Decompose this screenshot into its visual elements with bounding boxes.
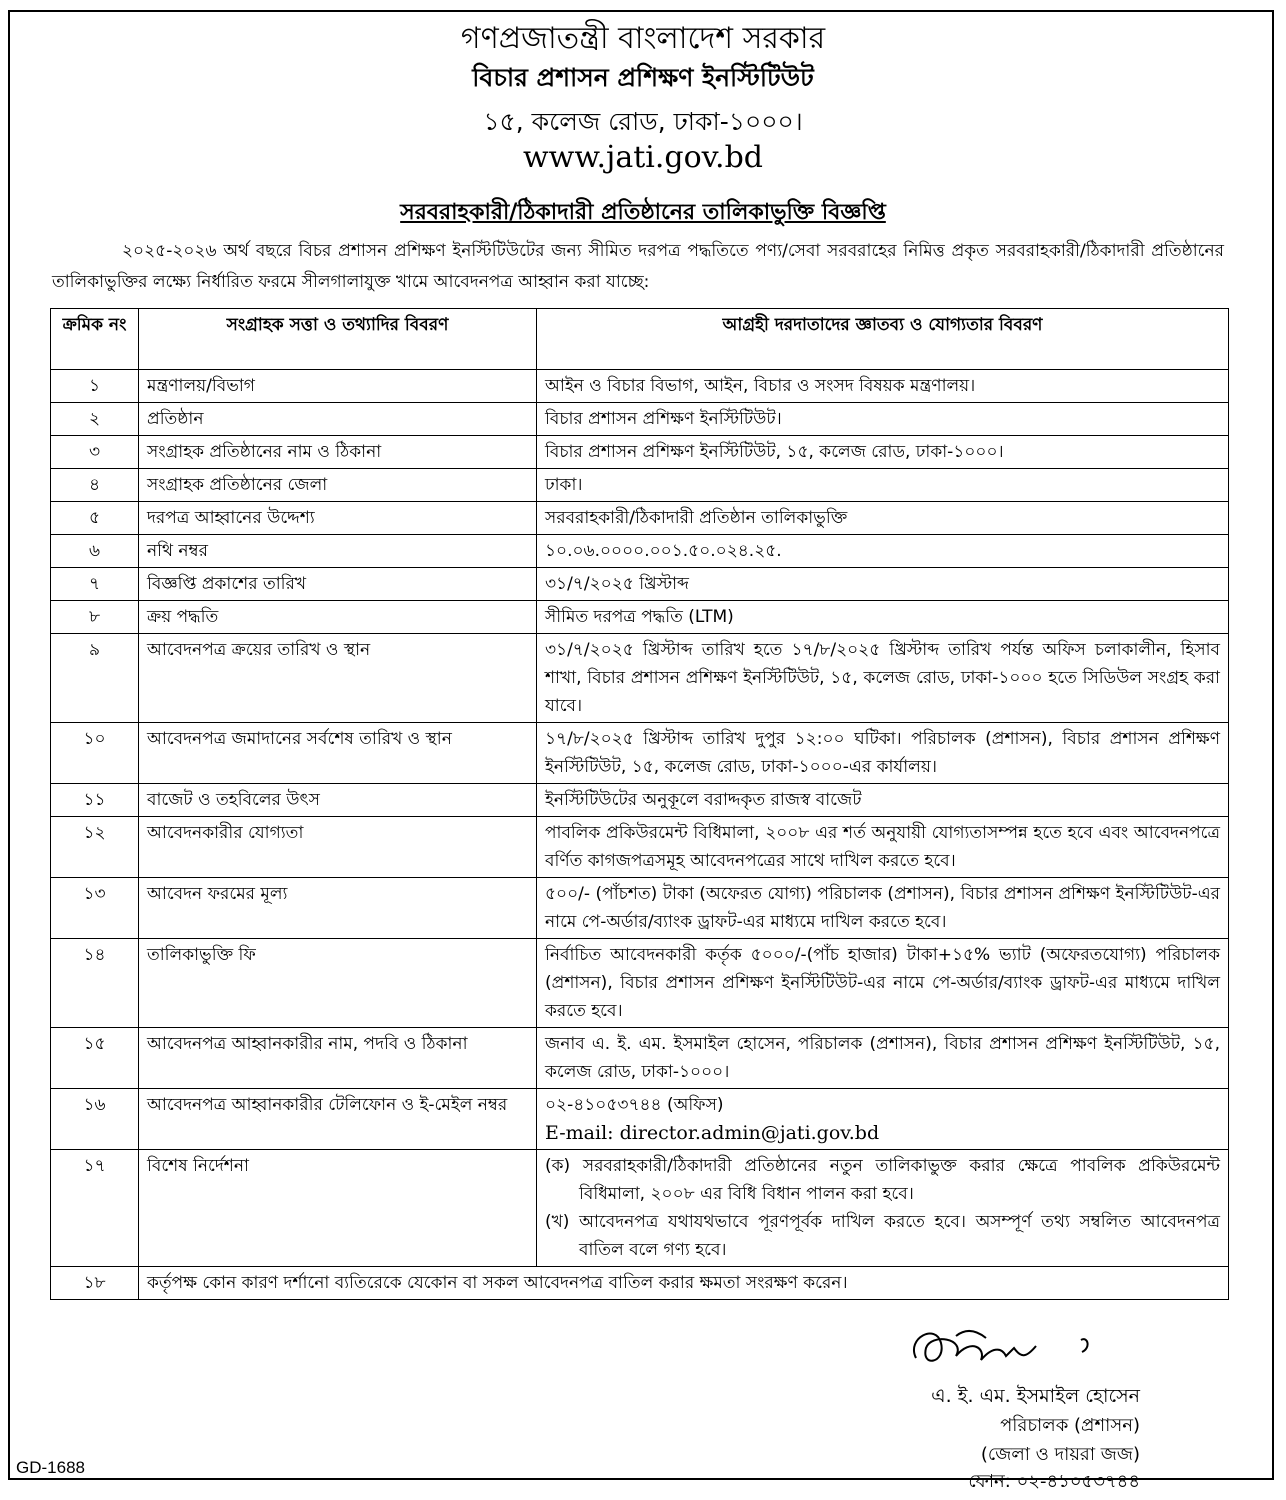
detail-cell: ঢাকা। xyxy=(537,469,1229,502)
item-cell: দরপত্র আহ্বানের উদ্দেশ্য xyxy=(139,502,537,535)
serial-cell: ৭ xyxy=(51,568,139,601)
serial-cell: ১৮ xyxy=(51,1267,139,1300)
intro-paragraph: ২০২৫-২০২৬ অর্থ বছরে বিচর প্রশাসন প্রশিক্ষণ ইনস্টিটিউটের জন্য সীমিত দরপত্র পদ্ধতিতে পণ্য/সেবা সরবরাহের নিমিত্ত প্রকৃত সরবরাহকারী/ঠিকাদারী প্রতিষ্ঠানের তালিকাভুক্তির লক্ষ্যে নির্ধারিত ফরমে সীলগালাযুক্ত খামে আবেদনপত্র আহ্বান করা যাচ্ছে: xyxy=(52,241,1224,292)
col-detail-header: আগ্রহী দরদাতাদের জ্ঞাতব্য ও যোগ্যতার বিবরণ xyxy=(537,309,1229,370)
item-cell: বাজেট ও তহবিলের উৎস xyxy=(139,784,537,817)
signatory-rank: (জেলা ও দায়রা জজ) xyxy=(980,1444,1140,1465)
detail-cell: বিচার প্রশাসন প্রশিক্ষণ ইনস্টিটিউট। xyxy=(537,403,1229,436)
detail-cell: নির্বাচিত আবেদনকারী কর্তৃক ৫০০০/-(পাঁচ হাজার) টাকা+১৫% ভ্যাট (অফেরতযোগ্য) পরিচালক (প্রশাসন), বিচার প্রশাসন প্রশিক্ষণ ইনস্টিটিউট-এর নামে পে-অর্ডার/ব্যাংক ড্রাফট-এর মাধ্যমে দাখিল করতে হবে। xyxy=(537,939,1229,1028)
signatory-phone: ফোন: ০২-৪১০৫৩৭৪৪ xyxy=(968,1471,1140,1492)
serial-cell: ১৩ xyxy=(51,878,139,939)
table-row xyxy=(51,436,1229,469)
detail-cell xyxy=(537,1089,1229,1150)
item-cell: আবেদন ফরমের মূল্য xyxy=(139,878,537,939)
table-header-row xyxy=(51,309,1229,370)
serial-cell: ৫ xyxy=(51,502,139,535)
item-cell: আবেদনপত্র আহ্বানকারীর নাম, পদবি ও ঠিকানা xyxy=(139,1028,537,1089)
table-row xyxy=(51,568,1229,601)
serial-cell: ১১ xyxy=(51,784,139,817)
table-row xyxy=(51,634,1229,723)
table-row xyxy=(51,370,1229,403)
item-cell: বিজ্ঞপ্তি প্রকাশের তারিখ xyxy=(139,568,537,601)
serial-cell: ১ xyxy=(51,370,139,403)
table-row xyxy=(51,1089,1229,1150)
instruction-b: (খ) আবেদনপত্র যথাযথভাবে পূরণপূর্বক দাখিল করতে হবে। অসম্পূর্ণ তথ্য সম্বলিত আবেদনপত্র বাতিল বলে গণ্য হবে। xyxy=(545,1212,1220,1260)
item-cell: সংগ্রাহক প্রতিষ্ঠানের নাম ও ঠিকানা xyxy=(139,436,537,469)
serial-cell: ১২ xyxy=(51,817,139,878)
item-cell: প্রতিষ্ঠান xyxy=(139,403,537,436)
table-row xyxy=(51,1267,1229,1300)
table-row xyxy=(51,878,1229,939)
serial-cell: ৪ xyxy=(51,469,139,502)
item-cell: মন্ত্রণালয়/বিভাগ xyxy=(139,370,537,403)
table-row xyxy=(51,1150,1229,1267)
table-row xyxy=(51,403,1229,436)
detail-cell: ১৭/৮/২০২৫ খ্রিস্টাব্দ তারিখ দুপুর ১২:০০ ঘটিকা। পরিচালক (প্রশাসন), বিচার প্রশাসন প্রশিক্ষণ ইনস্টিটিউট, ১৫, কলেজ রোড, ঢাকা-১০০০-এর কার্যালয়। xyxy=(537,723,1229,784)
table-row xyxy=(51,502,1229,535)
detail-cell: জনাব এ. ই. এম. ইসমাইল হোসেন, পরিচালক (প্রশাসন), বিচার প্রশাসন প্রশিক্ষণ ইনস্টিটিউট, ১৫, কলেজ রোড, ঢাকা-১০০০। xyxy=(537,1028,1229,1089)
detail-cell: সরবরাহকারী/ঠিকাদারী প্রতিষ্ঠান তালিকাভুক্তি xyxy=(537,502,1229,535)
detail-cell xyxy=(537,1150,1229,1267)
item-cell: বিশেষ নির্দেশনা xyxy=(139,1150,537,1267)
col-serial-header: ক্রমিক নং xyxy=(51,309,139,370)
table-row xyxy=(51,723,1229,784)
serial-cell: ১৬ xyxy=(51,1089,139,1150)
signature-mark xyxy=(896,1318,1106,1374)
detail-cell: ইনস্টিটিউটের অনুকূলে বরাদ্দকৃত রাজস্ব বাজেট xyxy=(537,784,1229,817)
item-cell: নথি নম্বর xyxy=(139,535,537,568)
contact-phone: ০২-৪১০৫৩৭৪৪ (অফিস) xyxy=(545,1095,724,1115)
serial-cell: ৩ xyxy=(51,436,139,469)
item-cell: ক্রয় পদ্ধতি xyxy=(139,601,537,634)
detail-cell: ১০.০৬.০০০০.০০১.৫০.০২৪.২৫. xyxy=(537,535,1229,568)
serial-cell: ৮ xyxy=(51,601,139,634)
document-code: GD-1688 xyxy=(16,1458,85,1477)
item-cell: সংগ্রাহক প্রতিষ্ঠানের জেলা xyxy=(139,469,537,502)
contact-email[interactable]: E-mail: director.admin@jati.gov.bd xyxy=(545,1122,880,1144)
serial-cell: ১০ xyxy=(51,723,139,784)
detail-cell: ৩১/৭/২০২৫ খ্রিস্টাব্দ তারিখ হতে ১৭/৮/২০২৫ খ্রিস্টাব্দ তারিখ পর্যন্ত অফিস চলাকালীন, হিসাব শাখা, বিচার প্রশাসন প্রশিক্ষণ ইনস্টিটিউট, ১৫, কলেজ রোড, ঢাকা-১০০০ হতে সিডিউল সংগ্রহ করা যাবে। xyxy=(537,634,1229,723)
item-cell: আবেদনকারীর যোগ্যতা xyxy=(139,817,537,878)
table-row xyxy=(51,1028,1229,1089)
item-cell: তালিকাভুক্তি ফি xyxy=(139,939,537,1028)
detail-cell: পাবলিক প্রকিউরমেন্ট বিধিমালা, ২০০৮ এর শর্ত অনুযায়ী যোগ্যতাসম্পন্ন হতে হবে এবং আবেদনপত্রে বর্ণিত কাগজপত্রসমূহ আবেদনপত্রের সাথে দাখিল করতে হবে। xyxy=(537,817,1229,878)
signatory-designation: পরিচালক (প্রশাসন) xyxy=(1000,1415,1140,1436)
detail-cell: আইন ও বিচার বিভাগ, আইন, বিচার ও সংসদ বিষয়ক মন্ত্রণালয়। xyxy=(537,370,1229,403)
institute-name: বিচার প্রশাসন প্রশিক্ষণ ইনস্টিটিউট xyxy=(472,63,814,92)
table-row xyxy=(51,939,1229,1028)
government-heading: গণপ্রজাতন্ত্রী বাংলাদেশ সরকার xyxy=(460,21,826,56)
notice-title: সরবরাহকারী/ঠিকাদারী প্রতিষ্ঠানের তালিকাভুক্তি বিজ্ঞপ্তি xyxy=(400,200,886,225)
detail-cell: ৩১/৭/২০২৫ খ্রিস্টাব্দ xyxy=(537,568,1229,601)
serial-cell: ১৭ xyxy=(51,1150,139,1267)
table-row xyxy=(51,817,1229,878)
detail-cell: ৫০০/- (পাঁচশত) টাকা (অফেরত যোগ্য) পরিচালক (প্রশাসন), বিচার প্রশাসন প্রশিক্ষণ ইনস্টিটিউট-এর নামে পে-অর্ডার/ব্যাংক ড্রাফট-এর মাধ্যমে দাখিল করতে হবে। xyxy=(537,878,1229,939)
serial-cell: ১৪ xyxy=(51,939,139,1028)
table-row xyxy=(51,784,1229,817)
institute-address: ১৫, কলেজ রোড, ঢাকা-১০০০। xyxy=(483,107,803,136)
col-item-header: সংগ্রাহক সত্তা ও তথ্যাদির বিবরণ xyxy=(139,309,537,370)
table-row xyxy=(51,469,1229,502)
website-link[interactable]: www.jati.gov.bd xyxy=(523,140,763,175)
item-cell: আবেদনপত্র ক্রয়ের তারিখ ও স্থান xyxy=(139,634,537,723)
item-cell: আবেদনপত্র আহ্বানকারীর টেলিফোন ও ই-মেইল নম্বর xyxy=(139,1089,537,1150)
serial-cell: ১৫ xyxy=(51,1028,139,1089)
detail-cell: সীমিত দরপত্র পদ্ধতি (LTM) xyxy=(537,601,1229,634)
signatory-name: এ. ই. এম. ইসমাইল হোসেন xyxy=(931,1385,1140,1407)
notice-table xyxy=(50,308,1229,1300)
serial-cell: ২ xyxy=(51,403,139,436)
table-row xyxy=(51,601,1229,634)
instruction-a: (ক) সরবরাহকারী/ঠিকাদারী প্রতিষ্ঠানের নতুন তালিকাভুক্ত করার ক্ষেত্রে পাবলিক প্রকিউরমেন্ট বিধিমালা, ২০০৮ এর বিধি বিধান পালন করা হবে। xyxy=(545,1156,1220,1204)
reservation-clause: কর্তৃপক্ষ কোন কারণ দর্শানো ব্যতিরেকে যেকোন বা সকল আবেদনপত্র বাতিল করার ক্ষমতা সংরক্ষণ করেন। xyxy=(139,1267,1229,1300)
serial-cell: ৯ xyxy=(51,634,139,723)
serial-cell: ৬ xyxy=(51,535,139,568)
detail-cell: বিচার প্রশাসন প্রশিক্ষণ ইনস্টিটিউট, ১৫, কলেজ রোড, ঢাকা-১০০০। xyxy=(537,436,1229,469)
table-row xyxy=(51,535,1229,568)
item-cell: আবেদনপত্র জমাদানের সর্বশেষ তারিখ ও স্থান xyxy=(139,723,537,784)
table-body xyxy=(51,370,1229,1089)
